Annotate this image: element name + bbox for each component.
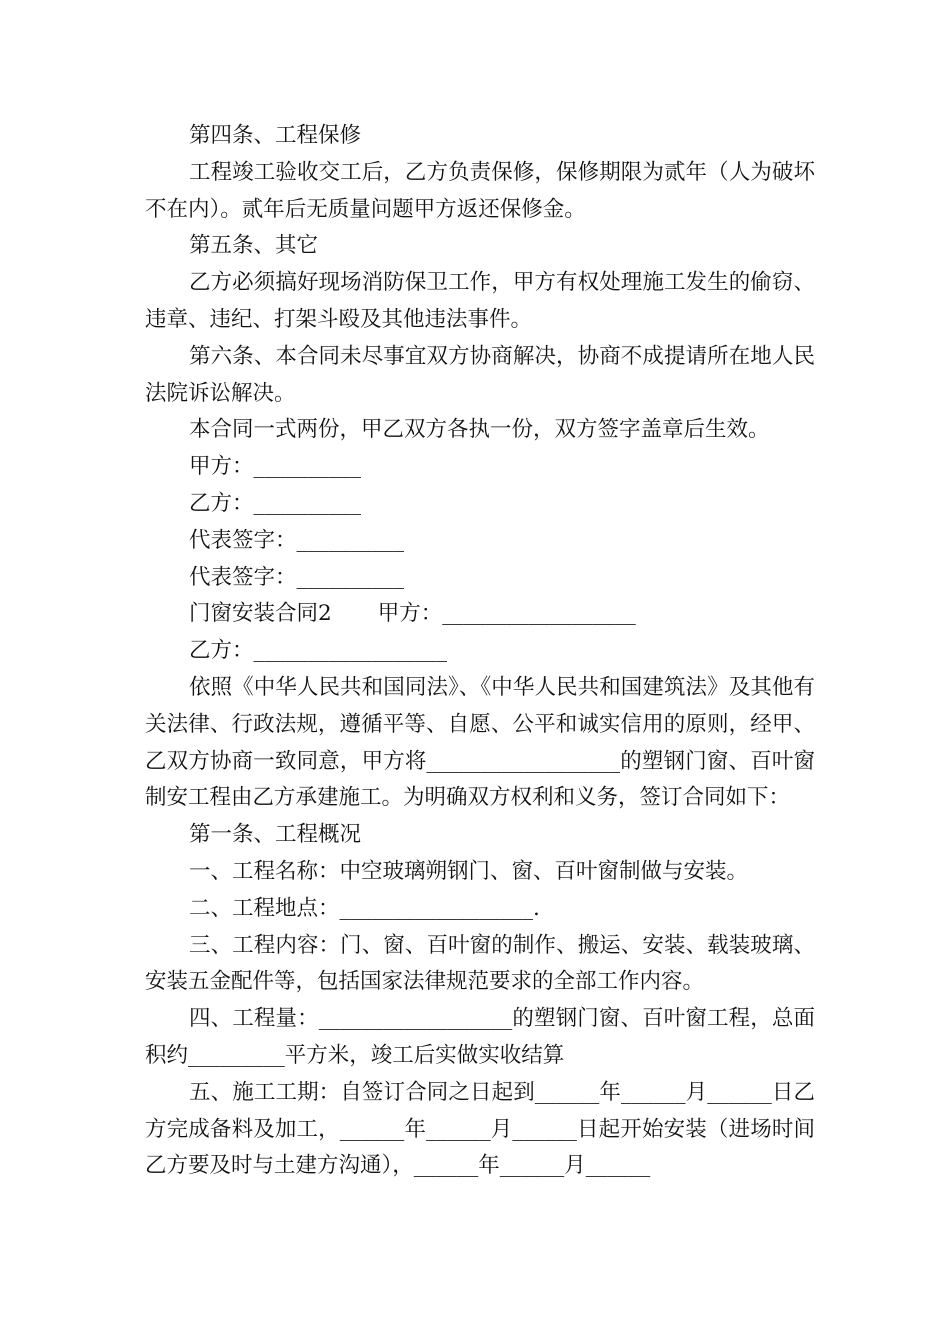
article5-text: 乙方必须搞好现场消防保卫工作，甲方有权处理施工发生的偷窃、违章、违纪、打架斗殴及其他违法事件。 bbox=[145, 270, 815, 332]
contract2-party-b: 乙方：__________________ bbox=[189, 638, 448, 664]
article4-text: 工程竣工验收交工后，乙方负责保修，保修期限为贰年（人为破坏不在内）。贰年后无质量问题甲方返还保修金。 bbox=[145, 159, 815, 222]
signature-rep-2: 代表签字：__________ bbox=[189, 564, 405, 590]
contract2-intro: 依照《中华人民共和国同法》、《中华人民共和国建筑法》及其他有关法律、行政法规，遵循平等、自愿、公平和诚实信用的原则，经甲、乙双方协商一致同意，甲方将__________________的塑钢门窗、百叶窗制安工程由乙方承建施工。为明确双方权利和义务，签订合同如下： bbox=[145, 674, 815, 811]
contract2-title-line bbox=[145, 596, 815, 633]
contract2-title: 门窗安装合同2 bbox=[189, 601, 332, 627]
item-project-quantity: 四、工程量：__________________的塑钢门窗、百叶窗工程，总面积约_________平方米，竣工后实做实收结算 bbox=[145, 1006, 815, 1068]
article6-text: 第六条、本合同未尽事宜双方协商解决，协商不成提请所在地人民法院诉讼解决。 bbox=[145, 343, 815, 406]
signature-party-b: 乙方：__________ bbox=[189, 490, 362, 516]
article1-heading: 第一条、工程概况 bbox=[189, 822, 362, 848]
signature-rep-1: 代表签字：__________ bbox=[189, 527, 405, 553]
document-body bbox=[145, 118, 815, 1185]
item-project-name: 一、工程名称：中空玻璃朔钢门、窗、百叶窗制做与安装。 bbox=[189, 858, 749, 884]
item-project-location: 二、工程地点：__________________. bbox=[189, 895, 540, 921]
article4-heading: 第四条、工程保修 bbox=[189, 123, 362, 148]
item-project-content: 三、工程内容：门、窗、百叶窗的制作、搬运、安装、载装玻璃、安装五金配件等，包括国家法律规范要求的全部工作内容。 bbox=[145, 932, 815, 995]
article5-heading: 第五条、其它 bbox=[189, 233, 319, 259]
signature-party-a: 甲方：__________ bbox=[189, 454, 362, 480]
contract2-party-a: 甲方：__________________ bbox=[377, 601, 636, 627]
item-construction-period: 五、施工工期：自签订合同之日起到______年______月______日乙方完成备料及加工，______年______月______日起开始安装（进场时间乙方要及时与土建方沟通），______年______月______ bbox=[145, 1079, 815, 1179]
copies-clause: 本合同一式两份，甲乙双方各执一份，双方签字盖章后生效。 bbox=[189, 417, 770, 443]
